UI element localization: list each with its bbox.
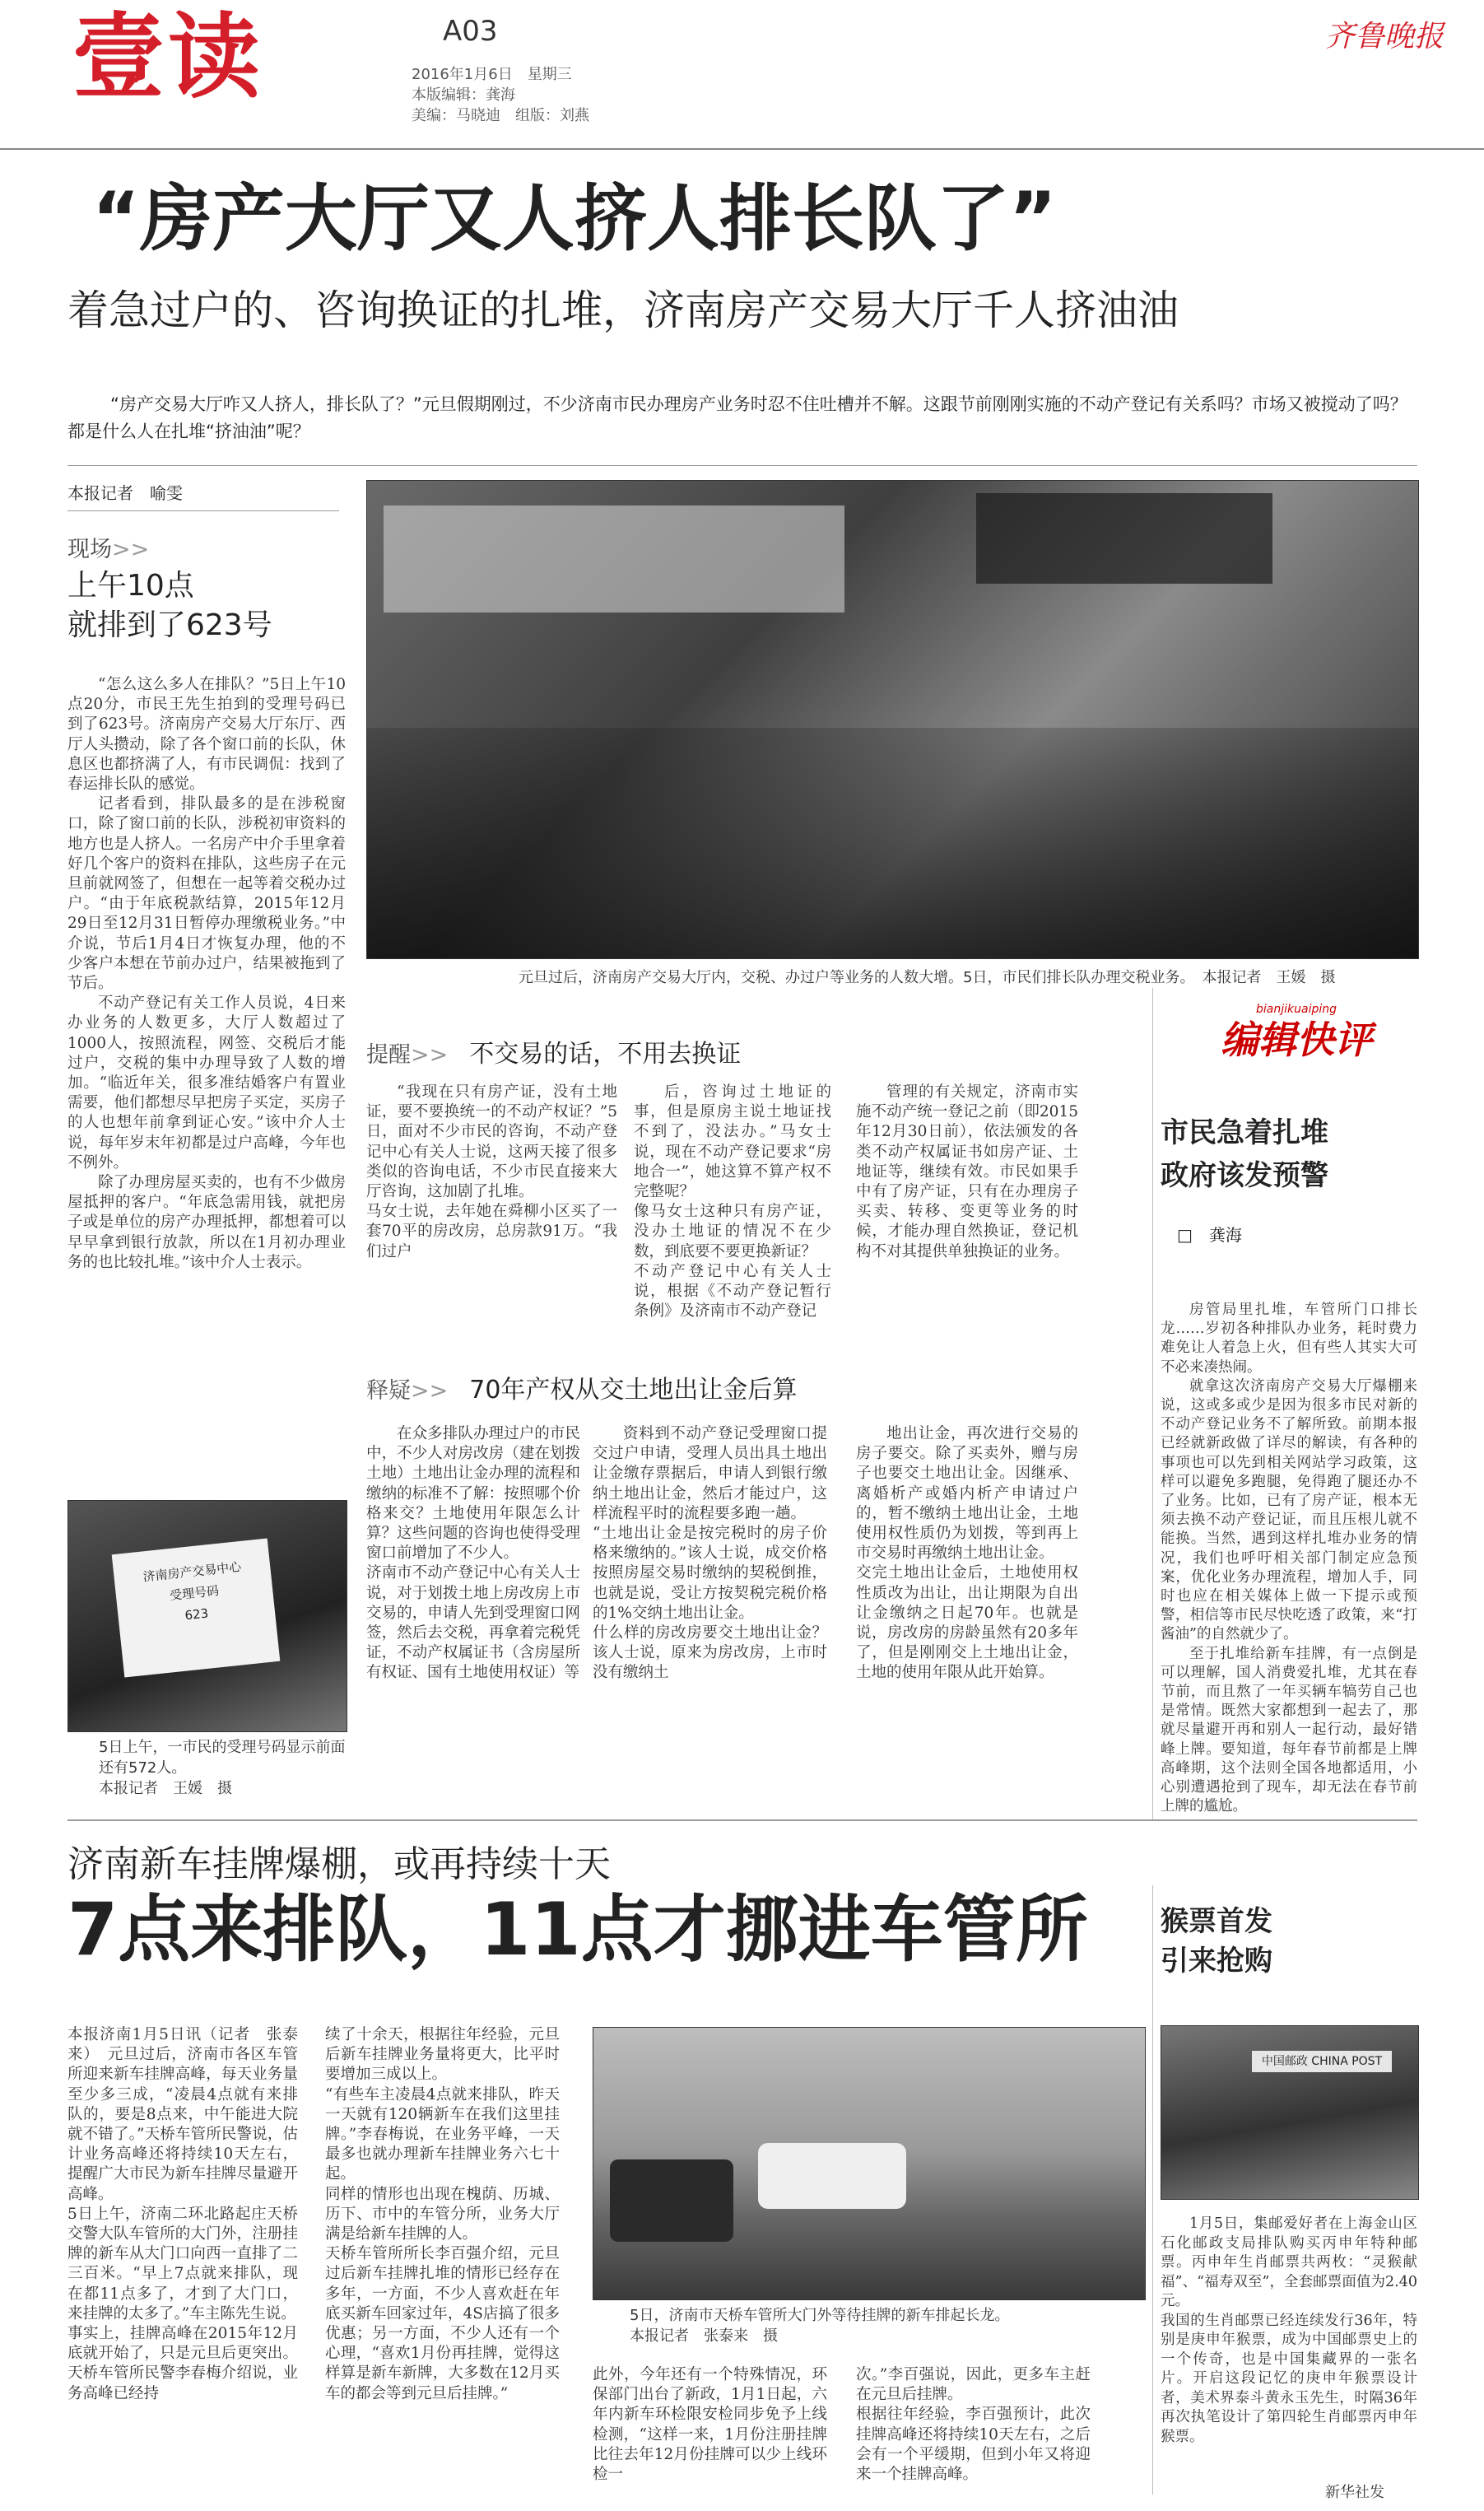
lead-divider (67, 465, 1417, 466)
doubt-col-2: 资料到不动产登记受理窗口提交过户申请，受理人员出具土地出让金缴存票据后，申请人到银行缴纳土地出让金，然后才能过户，这样流程平时的流程要多跑一趟。 “土地出让金是按完税时的房子价格来缴纳的。”该人士说，成交价格按照房屋交易时缴纳的契税倒推，也就是说，受让方按契税完税价格的1%交纳土地出让金。 什么样的房改房要交土地出让金？该人士说，原来为房改房，上市时没有缴纳土 (593, 1425, 827, 1682)
byline-divider (67, 510, 339, 511)
paragraph: 记者看到，排队最多的是在涉税窗口，除了窗口前的长队，涉税初审资料的地方也是人挤人。一名房产中介手里拿着好几个客户的资料在排队，这些房子在元旦前就网签了，但想在一起等着交税办过户。“由于年底税款结算，2015年12月29日至12月31日暂停办理缴税业务。”中介说，节后1月4日才恢复办理，他的不少客户本想在节前办过户，结果被拖到了节后。 (67, 795, 346, 993)
crowd (367, 728, 1418, 958)
ticket-photo-caption: 5日上午，一市民的受理号码显示前面还有572人。 本报记者 王媛 摄 (99, 1739, 346, 1797)
car (610, 2159, 733, 2242)
lead-paragraph: “房产交易大厅咋又人挤人，排长队了？”元旦假期刚过，不少济南市民办理房产业务时忍不住吐槽并不解。这跟节前刚刚实施的不动产登记有关系吗？市场又被搅动了吗？都是什么人在扎堆“挤油油”呢？ (67, 394, 1407, 441)
opinion-logo-text: 编辑快评 (1221, 1018, 1372, 1062)
doubt-kicker: 释疑>> 70年产权从交土地出让金后算 (366, 1376, 798, 1405)
paragraph: 至于扎堆给新车挂牌，有一点倒是可以理解，国人消费爱扎堆，尤其在春节前，而且熬了一年买辆车犒劳自己也是常情。既然大家都想到一起去了，那就尽量避开再和别人一起行动，最好错峰上牌。要知道，每年春节前都是上牌高峰期，这个法则全国各地都适用，小心别遭遇抢到了现车，却无法在春节前上牌的尴尬。 (1161, 1645, 1417, 1815)
scene-body (67, 675, 346, 1273)
byline: 本报记者 喻雯 (67, 483, 183, 503)
opinion-logo (1177, 1003, 1416, 1081)
story2-kicker: 济南新车挂牌爆棚，或再持续十天 (67, 1843, 611, 1885)
issue-date: 2016年1月6日 星期三 (412, 66, 572, 83)
story2-headline: 7点来排队，11点才挪进车管所 (67, 1887, 1088, 1972)
opinion-author: □ 龚海 (1177, 1225, 1242, 1245)
hall-sign (976, 493, 1272, 584)
stamp-credit: 新华社发 (1325, 2484, 1384, 2501)
main-photo (366, 480, 1419, 959)
hall-wall (384, 505, 844, 613)
story2-col-2: 续了十余天，根据往年经验，元旦后新车挂牌业务量将更大，比平时要增加三成以上。 “有些车主凌晨4点就来排队，昨天一天就有120辆新车在我们这里挂牌。”李春梅说，在业务平峰，一天最多也就办理新车挂牌业务六七十起。 同样的情形也出现在槐荫、历城、历下、市中的车管分所，业务大厅满是给新车挂牌的人。 天桥车管所所长李百强介绍，元旦过后新车挂牌扎堆的情形已经存在多年，一方面，不少人喜欢赶在年底买新车回家过年，4S店搞了很多优惠；另一方面，不少人还有一个心理，“喜欢1月份再挂牌，觉得这样算是新车新牌，大多数在12月买车的都会等到元旦后挂牌。” (325, 2026, 560, 2402)
doubt-label: 释疑 (366, 1378, 411, 1404)
page-meta (412, 64, 589, 126)
remind-kicker: 提醒>> 不交易的话，不用去换证 (366, 1040, 742, 1069)
story2-col-3: 此外，今年还有一个特殊情况，环保部门出台了新政，1月1日起，六年内新车环检限安检同步免予上线检测，“这样一来，1月份注册挂牌比往去年12月份挂牌可以少上线环检一 (593, 2366, 827, 2484)
opinion-divider (1152, 988, 1153, 1819)
post-office-sign: 中国邮政 CHINA POST (1252, 2051, 1392, 2072)
scene-title: 上午10点 就排到了623号 (67, 569, 272, 642)
stamp-title: 猴票首发 引来抢购 (1161, 1905, 1272, 1978)
remind-label: 提醒 (366, 1042, 411, 1068)
ticket-photo (67, 1500, 347, 1732)
paragraph: 房管局里扎堆，车管所门口排长龙……岁初各种排队办业务，耗时费力难免让人着急上火，但有些人其实大可不必来凑热闹。 (1161, 1302, 1417, 1376)
car (758, 2143, 906, 2209)
scene-label: 现场>> (67, 537, 150, 562)
opinion-logo-pinyin: bianjikuaiping (1256, 1003, 1337, 1016)
stamp-divider (1152, 1885, 1153, 2495)
doubt-title: 70年产权从交土地出让金后算 (469, 1376, 798, 1405)
design-credit: 美编：马晓迪 组版：刘燕 (412, 107, 589, 124)
story2-col-4: 次。”李百强说，因此，更多车主赶在元旦后挂牌。 根据往年经验，李百强预计，此次挂牌高峰还将持续10天左右，之后会有一个平缓期，但到小年又将迎来一个挂牌高峰。 (856, 2366, 1091, 2484)
car-line-photo (593, 2027, 1146, 2300)
remind-title: 不交易的话，不用去换证 (469, 1040, 742, 1069)
page-number: A03 (443, 15, 498, 48)
doubt-col-3: 地出让金，再次进行交易的房子要交。除了买卖外，赠与房子也要交土地出让金。因继承、离婚析产或婚内析产申请过户的，暂不缴纳土地出让金，土地使用权性质仍为划拨，等到再上市交易时再缴纳土地出让金。 交完土地出让金后，土地使用权性质改为出让，出让期限为自出让金缴纳之日起70年。也就是说，房改房的房龄虽然有20多年了，但是刚刚交上土地出让金，土地的使用年限从此开始算。 (856, 1425, 1078, 1682)
paper-logo: 齐鲁晚报 (1325, 20, 1444, 54)
paragraph: 就拿这次济南房产交易大厅爆棚来说，这或多或少是因为很多市民对新的不动产登记业务不了解所致。前期本报已经就新政做了详尽的解读，有各种的事项也可以先到相关网站学习政策，这样可以避免多跑腿，免得跑了腿还办不了业务。比如，已有了房产证，根本无须去换不动产登记证，而且压根儿就不能换。当然，遇到这样扎堆办业务的情况，我们也呼吁相关部门制定应急预案，优化业务办理流程，增加人手，同时也应在相关媒体上做一下提示或预警，相信等市民尽快吃透了政策，来“打酱油”的自然就少了。 (1161, 1377, 1417, 1643)
headline: “房产大厅又人挤人排长队了” (92, 176, 1057, 261)
stamp-body: 1月5日，集邮爱好者在上海金山区石化邮政支局排队购买丙申年特种邮票。丙申年生肖邮票共两枚：“灵猴献福”、“福寿双至”，全套邮票面值为2.40元。 我国的生肖邮票已经连续发行36年，特别是庚申年猴票，成为中国邮票史上的一个传奇，也是中国集藏界的一张名片。开启这段记忆的庚申年猴票设计者，美术界泰斗黄永玉先生，时隔36年再次执笔设计了第四轮生肖邮票丙申年猴票。 (1161, 2215, 1417, 2445)
car-photo-caption: 5日，济南市天桥车管所大门外等待挂牌的新车排起长龙。 本报记者 张泰来 摄 (630, 2307, 1010, 2345)
opinion-body (1161, 1301, 1417, 1816)
stamp-photo (1161, 2025, 1419, 2200)
queue-ticket: 济南房产交易中心 受理号码 623 (112, 1538, 281, 1677)
remind-col-1: “我现在只有房产证，没有土地证，要不要换统一的不动产权证？”5日，面对不少市民的咨询，不动产登记中心有关人士说，这两天接了很多类似的咨询电话，不少市民直接来大厅咨询，这加剧了扎堆。 马女士说，去年她在舜柳小区买了一套70平的房改房，总房款91万。“我们过户 (366, 1083, 617, 1260)
main-photo-caption: 元旦过后，济南房产交易大厅内，交税、办过户等业务的人数大增。5日，市民们排长队办理交税业务。 本报记者 王媛 摄 (519, 969, 1336, 986)
opinion-title: 市民急着扎堆 政府该发预警 (1161, 1116, 1328, 1192)
story2-col-1: 本报济南1月5日讯（记者 张泰来） 元旦过后，济南市各区车管所迎来新车挂牌高峰，每天业务量至少多三成，“凌晨4点就有来排队的，要是8点来，中午能进大院就不错了。”天桥车管所民警说，估计业务高峰还将持续10天左右，提醒广大市民为新车挂牌尽量避开高峰。 5日上午，济南二环北路起庄天桥交警大队车管所的大门外，注册挂牌的新车从大门口向西一直排了二三百米。“早上7点就来排队，现在都11点多了，才到了大门口，来挂牌的太多了。”车主陈先生说。 事实上，挂牌高峰在2015年12月底就开始了，只是元旦后更突出。天桥车管所民警李春梅介绍说，业务高峰已经持 (67, 2026, 298, 2402)
paragraph: 除了办理房屋买卖的，也有不少做房屋抵押的客户。“年底急需用钱，就把房子或是单位的房产办理抵押，都想着可以早早拿到银行放款，所以在1月初办理业务的也比较扎堆。”该中介人士表示。 (67, 1174, 346, 1271)
doubt-col-1: 在众多排队办理过户的市民中，不少人对房改房（建在划拨土地）土地出让金办理的流程和缴纳的标准不了解：按照哪个价格来交？土地使用年限怎么计算？这些问题的咨询也使得受理窗口前增加了不少人。 济南市不动产登记中心有关人士说，对于划拨土地上房改房上市交易的，申请人先到受理窗口网签，然后去交税，再拿着完税凭证，不动产权属证书（含房屋所有权证、国有土地使用权证）等 (366, 1425, 580, 1682)
story-divider (67, 1819, 1417, 1821)
remind-col-2: 后，咨询过土地证的事，但是原房主说土地证找不到了，没法办。”马女士说，现在不动产登记要求“房地合一”，她这算不算产权不完整呢？ 像马女士这种只有房产证，没办土地证的情况不在少数，到底要不要更换新证？ 不动产登记中心有关人士说，根据《不动产登记暂行条例》及济南市不动产登记 (634, 1083, 831, 1321)
remind-col-3: 管理的有关规定，济南市实施不动产统一登记之前（即2015年12月30日前），依法颁发的各类不动产权属证书如房产证、土地证等，继续有效。市民如果手中有了房产证，只有在办理房子买卖、转移、变更等业务的时候，才能办理自然换证，登记机构不对其提供单独换证的业务。 (856, 1083, 1078, 1260)
section-masthead: 壹读 (72, 3, 263, 111)
masthead-divider (0, 148, 1484, 150)
paragraph: “怎么这么多人在排队？”5日上午10点20分，市民王先生拍到的受理号码已到了623号。济南房产交易大厅东厅、西厅人头攒动，除了各个窗口前的长队，休息区也都挤满了人，有市民调侃：找到了春运排长队的感觉。 (67, 676, 346, 794)
editor-credit: 本版编辑：龚海 (412, 86, 515, 104)
paragraph: 不动产登记有关工作人员说，4日来办业务的人数更多，大厅人数超过了1000人，按照流程，网签、交税后才能过户，交税的集中办理导致了人数的增加。“临近年关，很多准结婚客户有置业需要，他们都想尽早把房子买定，买房子的人也想年前拿到证心安。”该中介人士说，每年岁末年初都是过户高峰，今年也不例外。 (67, 995, 346, 1172)
subheadline: 着急过户的、咨询换证的扎堆，济南房产交易大厅千人挤油油 (67, 287, 1179, 334)
